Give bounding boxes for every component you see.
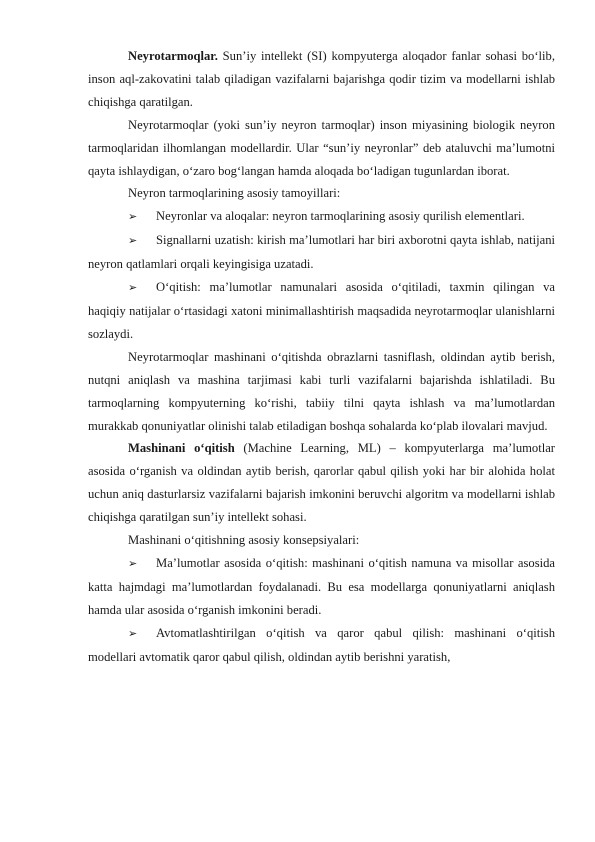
paragraph-neyron-tarmoqlar-definition: Neyrotarmoqlar (yoki sun’iy neyron tarmoqlar) inson miyasining biologik neyron tarmoqlaridan ilhomlangan modellardir. Ular “sun’iy neyronlar” deb ataluvchi ma’lumotni qayta ishlaydigan, o‘zaro bog‘langan hamda aloqada bo‘ladigan tugunlardan iborat. <box>88 117 555 178</box>
arrow-bullet-icon: ➢ <box>128 210 138 224</box>
paragraph-neyrotarmoqlar-intro <box>88 45 555 114</box>
paragraph-applications: Neyrotarmoqlar mashinani o‘qitishda obrazlarni tasniflash, oldindan aytib berish, nutqni aniqlash va mashina tarjimasi kabi turli vazifalarni bajarishda ishlatiladi. Bu tarmoqlarning kompyuterning ko‘rishi, tabiiy tilni qayta ishlash va ma’lumotlardan murakkab qonuniyatlar olinishi talab etiladigan boshqa sohalarda ko‘plab ilovalari mavjud. <box>88 349 555 433</box>
arrow-bullet-icon: ➢ <box>128 281 138 295</box>
bullet-item <box>88 229 555 276</box>
bullet-item <box>88 276 555 346</box>
bullet-item <box>88 552 555 622</box>
term-neyrotarmoqlar: Neyrotarmoqlar. <box>128 49 218 63</box>
bullet-text: O‘qitish: ma’lumotlar namunalari asosida o‘qitiladi, taxmin qilingan va haqiqiy natijalar o‘rtasidagi xatoni minimallashtirish maqsadida neyrotarmoqlar ulanishlarni sozlaydi. <box>88 280 555 341</box>
term-mashinani-oqitish: Mashinani o‘qitish <box>128 441 235 456</box>
bullet-text: Neyronlar va aloqalar: neyron tarmoqlarining asosiy qurilish elementlari. <box>156 209 525 224</box>
arrow-bullet-icon: ➢ <box>128 556 138 570</box>
arrow-bullet-icon: ➢ <box>128 234 138 248</box>
paragraph-machine-learning <box>88 437 555 529</box>
bullet-item <box>88 622 555 669</box>
bullet-text: Avtomatlashtirilgan o‘qitish va qaror qabul qilish: mashinani o‘qitish modellari avtomatik qaror qabul qilish, oldindan aytib berishni yaratish, <box>88 625 555 664</box>
document-page <box>88 45 555 668</box>
paragraph-text: Sun’iy intellekt (SI) kompyuterga aloqador fanlar sohasi bo‘lib, inson aql-zakovatini talab qiladigan vazifalarni bajarishga qodir tizim va modellarni ishlab chiqishga qaratilgan. <box>88 49 555 109</box>
paragraph-text: (Machine Learning, ML) – kompyuterlarga ma’lumotlar asosida o‘rganish va oldindan aytib berish, qarorlar qabul qilish yoki har bir alohida holat uchun aniq dasturlarsiz vazifalarni bajarish imkonini beruvchi algoritm va modellarni ishlab chiqishga qaratilgan sun’iy intellekt sohasi. <box>88 441 555 525</box>
bullet-text: Ma’lumotlar asosida o‘qitish: mashinani o‘qitish namuna va misollar asosida katta hajmdagi ma’lumotlardan foydalanadi. Bu esa modellarga qonuniyatlarni aniqlash hamda ular asosida o‘rganish imkonini beradi. <box>88 555 555 617</box>
paragraph-ml-concepts-heading: Mashinani o‘qitishning asosiy konsepsiyalari: <box>128 533 360 548</box>
bullet-text: Signallarni uzatish: kirish ma’lumotlari har biri axborotni qayta ishlab, natijani neyron qatlamlari orqali keyingisiga uzatadi. <box>88 233 555 272</box>
arrow-bullet-icon: ➢ <box>128 626 138 640</box>
paragraph-principles-heading: Neyron tarmoqlarining asosiy tamoyillari: <box>128 186 341 201</box>
bullet-item <box>88 205 555 229</box>
